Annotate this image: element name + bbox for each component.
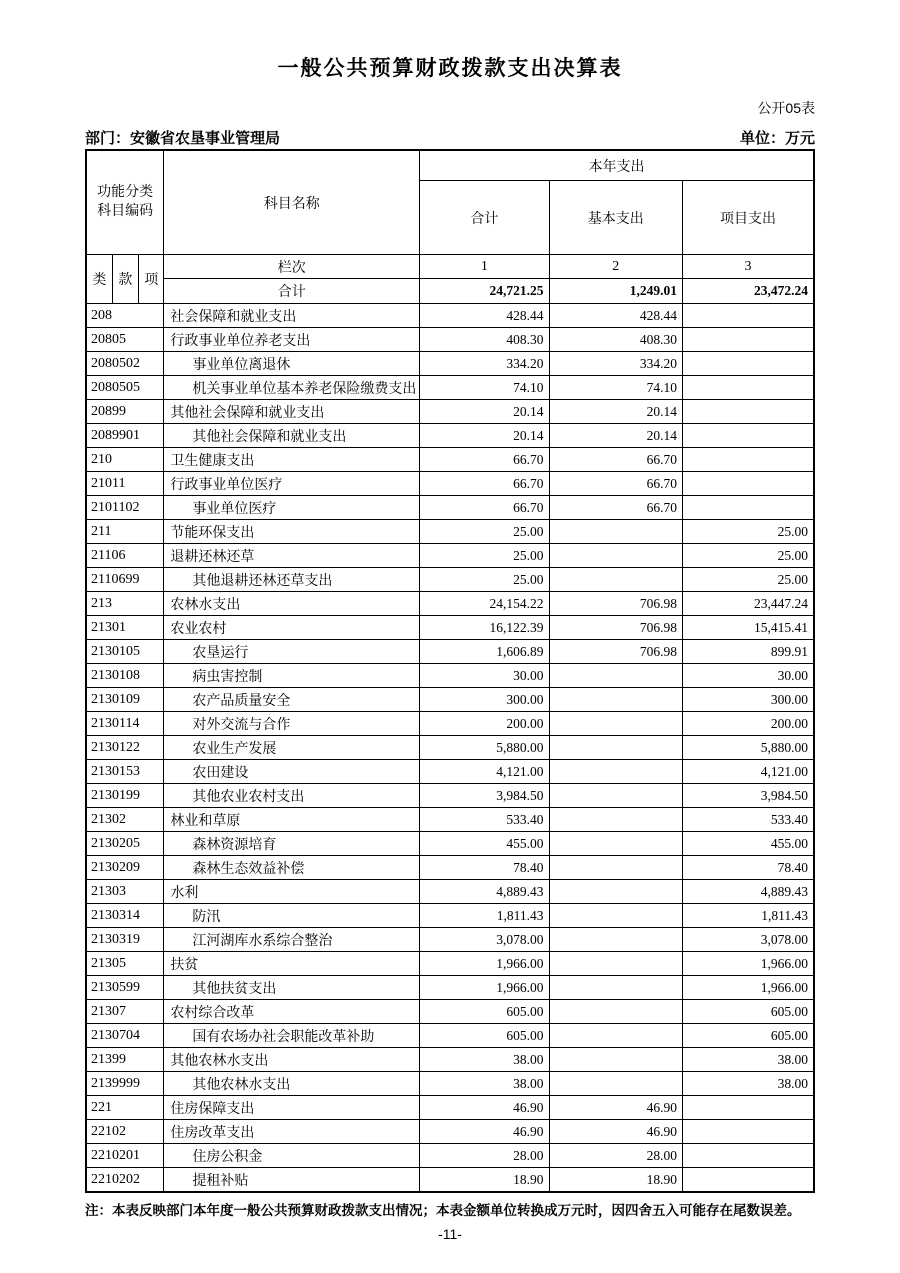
table-row bbox=[86, 712, 814, 736]
header-current-year-expenditure: 本年支出 bbox=[420, 150, 814, 181]
header-function-code bbox=[86, 150, 164, 255]
row-subject-name: 社会保障和就业支出 bbox=[164, 304, 420, 328]
table-row bbox=[86, 832, 814, 856]
row-subject-name: 行政事业单位医疗 bbox=[164, 472, 420, 496]
row-code: 2110699 bbox=[86, 568, 164, 592]
row-project: 1,966.00 bbox=[683, 976, 815, 1000]
row-basic bbox=[549, 760, 682, 784]
row-basic bbox=[549, 664, 682, 688]
table-row bbox=[86, 976, 814, 1000]
row-total: 25.00 bbox=[420, 568, 549, 592]
row-total: 66.70 bbox=[420, 448, 549, 472]
row-project: 200.00 bbox=[683, 712, 815, 736]
row-subject-name: 住房改革支出 bbox=[164, 1120, 420, 1144]
row-project bbox=[683, 448, 815, 472]
row-basic: 66.70 bbox=[549, 448, 682, 472]
row-project: 38.00 bbox=[683, 1048, 815, 1072]
table-row bbox=[86, 880, 814, 904]
table-row bbox=[86, 856, 814, 880]
table-row bbox=[86, 760, 814, 784]
row-total: 1,966.00 bbox=[420, 976, 549, 1000]
row-subject-name: 其他农林水支出 bbox=[164, 1072, 420, 1096]
row-project: 899.91 bbox=[683, 640, 815, 664]
row-code: 2130122 bbox=[86, 736, 164, 760]
table-row bbox=[86, 352, 814, 376]
row-project: 300.00 bbox=[683, 688, 815, 712]
header-column-index-label: 栏次 bbox=[164, 255, 420, 279]
grand-total-basic: 1,249.01 bbox=[549, 279, 682, 304]
table-row bbox=[86, 592, 814, 616]
row-total: 455.00 bbox=[420, 832, 549, 856]
expenditure-table bbox=[85, 149, 815, 1193]
row-basic bbox=[549, 1048, 682, 1072]
row-total: 74.10 bbox=[420, 376, 549, 400]
row-total: 3,984.50 bbox=[420, 784, 549, 808]
row-project bbox=[683, 472, 815, 496]
row-basic bbox=[549, 1072, 682, 1096]
row-basic: 18.90 bbox=[549, 1168, 682, 1193]
header-category: 类 bbox=[86, 255, 112, 304]
row-total: 200.00 bbox=[420, 712, 549, 736]
header-function-code-line1: 功能分类 bbox=[97, 184, 154, 200]
row-code: 2089901 bbox=[86, 424, 164, 448]
row-code: 2130209 bbox=[86, 856, 164, 880]
row-code: 2130114 bbox=[86, 712, 164, 736]
row-subject-name: 防汛 bbox=[164, 904, 420, 928]
row-code: 221 bbox=[86, 1096, 164, 1120]
row-project: 455.00 bbox=[683, 832, 815, 856]
row-subject-name: 水利 bbox=[164, 880, 420, 904]
row-subject-name: 其他扶贫支出 bbox=[164, 976, 420, 1000]
row-subject-name: 林业和草原 bbox=[164, 808, 420, 832]
row-subject-name: 提租补贴 bbox=[164, 1168, 420, 1193]
header-basic-expenditure: 基本支出 bbox=[549, 181, 682, 255]
row-total: 25.00 bbox=[420, 520, 549, 544]
row-code: 21399 bbox=[86, 1048, 164, 1072]
row-total: 605.00 bbox=[420, 1000, 549, 1024]
header-section: 款 bbox=[112, 255, 138, 304]
row-basic bbox=[549, 736, 682, 760]
row-code: 2080505 bbox=[86, 376, 164, 400]
row-code: 2130108 bbox=[86, 664, 164, 688]
row-basic bbox=[549, 1024, 682, 1048]
row-subject-name: 住房保障支出 bbox=[164, 1096, 420, 1120]
row-total: 18.90 bbox=[420, 1168, 549, 1193]
header-subject-name: 科目名称 bbox=[164, 150, 420, 255]
row-code: 2130109 bbox=[86, 688, 164, 712]
row-code: 2210201 bbox=[86, 1144, 164, 1168]
table-row bbox=[86, 328, 814, 352]
row-basic bbox=[549, 856, 682, 880]
row-project: 23,447.24 bbox=[683, 592, 815, 616]
row-project bbox=[683, 328, 815, 352]
row-subject-name: 农业农村 bbox=[164, 616, 420, 640]
table-row bbox=[86, 1096, 814, 1120]
row-code: 213 bbox=[86, 592, 164, 616]
row-project bbox=[683, 1120, 815, 1144]
row-basic: 46.90 bbox=[549, 1120, 682, 1144]
row-basic bbox=[549, 712, 682, 736]
table-row bbox=[86, 688, 814, 712]
row-code: 21303 bbox=[86, 880, 164, 904]
row-total: 1,606.89 bbox=[420, 640, 549, 664]
header-function-code-line2: 科目编码 bbox=[97, 203, 154, 219]
row-project: 533.40 bbox=[683, 808, 815, 832]
row-total: 78.40 bbox=[420, 856, 549, 880]
row-subject-name: 江河湖库水系综合整治 bbox=[164, 928, 420, 952]
row-subject-name: 森林生态效益补偿 bbox=[164, 856, 420, 880]
row-basic: 706.98 bbox=[549, 616, 682, 640]
table-row bbox=[86, 520, 814, 544]
row-project bbox=[683, 376, 815, 400]
row-total: 46.90 bbox=[420, 1120, 549, 1144]
row-total: 20.14 bbox=[420, 424, 549, 448]
row-subject-name: 事业单位离退休 bbox=[164, 352, 420, 376]
table-row bbox=[86, 616, 814, 640]
page-number: -11- bbox=[438, 1226, 462, 1242]
row-subject-name: 农林水支出 bbox=[164, 592, 420, 616]
row-basic: 706.98 bbox=[549, 640, 682, 664]
row-total: 1,966.00 bbox=[420, 952, 549, 976]
row-basic bbox=[549, 544, 682, 568]
row-project: 30.00 bbox=[683, 664, 815, 688]
table-row bbox=[86, 472, 814, 496]
row-project: 15,415.41 bbox=[683, 616, 815, 640]
row-basic: 66.70 bbox=[549, 472, 682, 496]
table-row bbox=[86, 304, 814, 328]
row-basic: 66.70 bbox=[549, 496, 682, 520]
row-code: 21305 bbox=[86, 952, 164, 976]
row-code: 21302 bbox=[86, 808, 164, 832]
row-basic bbox=[549, 928, 682, 952]
row-code: 21106 bbox=[86, 544, 164, 568]
grand-total-label: 合计 bbox=[164, 279, 420, 304]
row-code: 2130105 bbox=[86, 640, 164, 664]
table-row bbox=[86, 1144, 814, 1168]
row-code: 21301 bbox=[86, 616, 164, 640]
row-total: 4,121.00 bbox=[420, 760, 549, 784]
table-row bbox=[86, 664, 814, 688]
row-project bbox=[683, 304, 815, 328]
table-row bbox=[86, 928, 814, 952]
row-project: 78.40 bbox=[683, 856, 815, 880]
row-code: 210 bbox=[86, 448, 164, 472]
header-item: 项 bbox=[139, 255, 164, 304]
row-code: 20805 bbox=[86, 328, 164, 352]
row-total: 1,811.43 bbox=[420, 904, 549, 928]
table-row bbox=[86, 568, 814, 592]
row-project bbox=[683, 424, 815, 448]
row-code: 2130599 bbox=[86, 976, 164, 1000]
row-subject-name: 农业生产发展 bbox=[164, 736, 420, 760]
table-row bbox=[86, 952, 814, 976]
row-project: 1,966.00 bbox=[683, 952, 815, 976]
row-total: 30.00 bbox=[420, 664, 549, 688]
row-project: 25.00 bbox=[683, 520, 815, 544]
row-code: 20899 bbox=[86, 400, 164, 424]
row-total: 24,154.22 bbox=[420, 592, 549, 616]
table-body bbox=[86, 304, 814, 1193]
table-row bbox=[86, 496, 814, 520]
row-basic: 20.14 bbox=[549, 400, 682, 424]
column-index-2: 2 bbox=[549, 255, 682, 279]
department-label: 部门：安徽省农垦事业管理局 bbox=[85, 130, 281, 147]
row-code: 2130153 bbox=[86, 760, 164, 784]
row-code: 2130205 bbox=[86, 832, 164, 856]
row-total: 300.00 bbox=[420, 688, 549, 712]
row-basic bbox=[549, 976, 682, 1000]
table-row bbox=[86, 1120, 814, 1144]
row-basic bbox=[549, 688, 682, 712]
table-row bbox=[86, 544, 814, 568]
unit-label: 单位：万元 bbox=[739, 130, 815, 147]
row-total: 66.70 bbox=[420, 472, 549, 496]
table-row bbox=[86, 736, 814, 760]
row-project bbox=[683, 1168, 815, 1193]
row-total: 16,122.39 bbox=[420, 616, 549, 640]
row-basic: 408.30 bbox=[549, 328, 682, 352]
row-project: 25.00 bbox=[683, 544, 815, 568]
table-row bbox=[86, 376, 814, 400]
row-total: 605.00 bbox=[420, 1024, 549, 1048]
table-row bbox=[86, 448, 814, 472]
table-row bbox=[86, 1072, 814, 1096]
row-total: 38.00 bbox=[420, 1072, 549, 1096]
row-subject-name: 森林资源培育 bbox=[164, 832, 420, 856]
table-row bbox=[86, 1024, 814, 1048]
row-basic: 74.10 bbox=[549, 376, 682, 400]
row-subject-name: 国有农场办社会职能改革补助 bbox=[164, 1024, 420, 1048]
row-project: 3,984.50 bbox=[683, 784, 815, 808]
row-subject-name: 农产品质量安全 bbox=[164, 688, 420, 712]
row-subject-name: 农垦运行 bbox=[164, 640, 420, 664]
row-subject-name: 节能环保支出 bbox=[164, 520, 420, 544]
row-subject-name: 其他社会保障和就业支出 bbox=[164, 424, 420, 448]
table-row bbox=[86, 904, 814, 928]
row-project bbox=[683, 400, 815, 424]
row-code: 22102 bbox=[86, 1120, 164, 1144]
form-code-label: 公开05表 bbox=[757, 100, 815, 116]
row-project: 3,078.00 bbox=[683, 928, 815, 952]
row-code: 2139999 bbox=[86, 1072, 164, 1096]
row-subject-name: 退耕还林还草 bbox=[164, 544, 420, 568]
row-subject-name: 住房公积金 bbox=[164, 1144, 420, 1168]
row-subject-name: 扶贫 bbox=[164, 952, 420, 976]
row-subject-name: 其他农业农村支出 bbox=[164, 784, 420, 808]
row-total: 66.70 bbox=[420, 496, 549, 520]
row-basic: 46.90 bbox=[549, 1096, 682, 1120]
row-total: 25.00 bbox=[420, 544, 549, 568]
row-subject-name: 病虫害控制 bbox=[164, 664, 420, 688]
row-basic bbox=[549, 808, 682, 832]
table-row bbox=[86, 808, 814, 832]
row-code: 2130199 bbox=[86, 784, 164, 808]
row-subject-name: 对外交流与合作 bbox=[164, 712, 420, 736]
grand-total-amount: 24,721.25 bbox=[420, 279, 549, 304]
column-index-3: 3 bbox=[683, 255, 815, 279]
row-basic bbox=[549, 568, 682, 592]
grand-total-project: 23,472.24 bbox=[683, 279, 815, 304]
row-code: 2080502 bbox=[86, 352, 164, 376]
row-total: 428.44 bbox=[420, 304, 549, 328]
row-subject-name: 其他退耕还林还草支出 bbox=[164, 568, 420, 592]
header-project-expenditure: 项目支出 bbox=[683, 181, 815, 255]
table-row bbox=[86, 784, 814, 808]
row-project: 605.00 bbox=[683, 1000, 815, 1024]
row-total: 408.30 bbox=[420, 328, 549, 352]
table-row bbox=[86, 400, 814, 424]
row-project bbox=[683, 352, 815, 376]
table-row bbox=[86, 1168, 814, 1193]
row-total: 20.14 bbox=[420, 400, 549, 424]
row-project: 4,889.43 bbox=[683, 880, 815, 904]
row-project: 5,880.00 bbox=[683, 736, 815, 760]
row-code: 21011 bbox=[86, 472, 164, 496]
row-code: 2130704 bbox=[86, 1024, 164, 1048]
column-index-1: 1 bbox=[420, 255, 549, 279]
table-row bbox=[86, 1000, 814, 1024]
row-code: 21307 bbox=[86, 1000, 164, 1024]
row-subject-name: 卫生健康支出 bbox=[164, 448, 420, 472]
row-project: 4,121.00 bbox=[683, 760, 815, 784]
row-project bbox=[683, 496, 815, 520]
row-project: 38.00 bbox=[683, 1072, 815, 1096]
row-basic: 428.44 bbox=[549, 304, 682, 328]
table-row bbox=[86, 640, 814, 664]
row-subject-name: 其他社会保障和就业支出 bbox=[164, 400, 420, 424]
row-basic bbox=[549, 904, 682, 928]
row-code: 2210202 bbox=[86, 1168, 164, 1193]
row-basic bbox=[549, 832, 682, 856]
row-code: 2130314 bbox=[86, 904, 164, 928]
row-subject-name: 机关事业单位基本养老保险缴费支出 bbox=[164, 376, 420, 400]
row-basic bbox=[549, 1000, 682, 1024]
row-project bbox=[683, 1144, 815, 1168]
row-total: 533.40 bbox=[420, 808, 549, 832]
header-total: 合计 bbox=[420, 181, 549, 255]
row-basic bbox=[549, 520, 682, 544]
row-basic: 334.20 bbox=[549, 352, 682, 376]
row-total: 28.00 bbox=[420, 1144, 549, 1168]
row-project bbox=[683, 1096, 815, 1120]
row-basic: 20.14 bbox=[549, 424, 682, 448]
row-code: 208 bbox=[86, 304, 164, 328]
row-subject-name: 农村综合改革 bbox=[164, 1000, 420, 1024]
row-subject-name: 行政事业单位养老支出 bbox=[164, 328, 420, 352]
row-basic: 706.98 bbox=[549, 592, 682, 616]
row-code: 2130319 bbox=[86, 928, 164, 952]
row-basic bbox=[549, 952, 682, 976]
row-code: 2101102 bbox=[86, 496, 164, 520]
row-subject-name: 其他农林水支出 bbox=[164, 1048, 420, 1072]
table-row bbox=[86, 424, 814, 448]
row-total: 5,880.00 bbox=[420, 736, 549, 760]
row-total: 46.90 bbox=[420, 1096, 549, 1120]
row-total: 3,078.00 bbox=[420, 928, 549, 952]
page-title: 一般公共预算财政拨款支出决算表 bbox=[277, 57, 623, 80]
row-project: 25.00 bbox=[683, 568, 815, 592]
row-total: 4,889.43 bbox=[420, 880, 549, 904]
row-project: 1,811.43 bbox=[683, 904, 815, 928]
row-total: 334.20 bbox=[420, 352, 549, 376]
row-subject-name: 事业单位医疗 bbox=[164, 496, 420, 520]
row-code: 211 bbox=[86, 520, 164, 544]
row-basic bbox=[549, 880, 682, 904]
table-row bbox=[86, 1048, 814, 1072]
footnote: 注：本表反映部门本年度一般公共预算财政拨款支出情况；本表金额单位转换成万元时，因四舍五入可能存在尾数误差。 bbox=[85, 1203, 801, 1218]
meta-row bbox=[85, 127, 815, 148]
row-basic bbox=[549, 784, 682, 808]
row-total: 38.00 bbox=[420, 1048, 549, 1072]
row-basic: 28.00 bbox=[549, 1144, 682, 1168]
row-subject-name: 农田建设 bbox=[164, 760, 420, 784]
row-project: 605.00 bbox=[683, 1024, 815, 1048]
